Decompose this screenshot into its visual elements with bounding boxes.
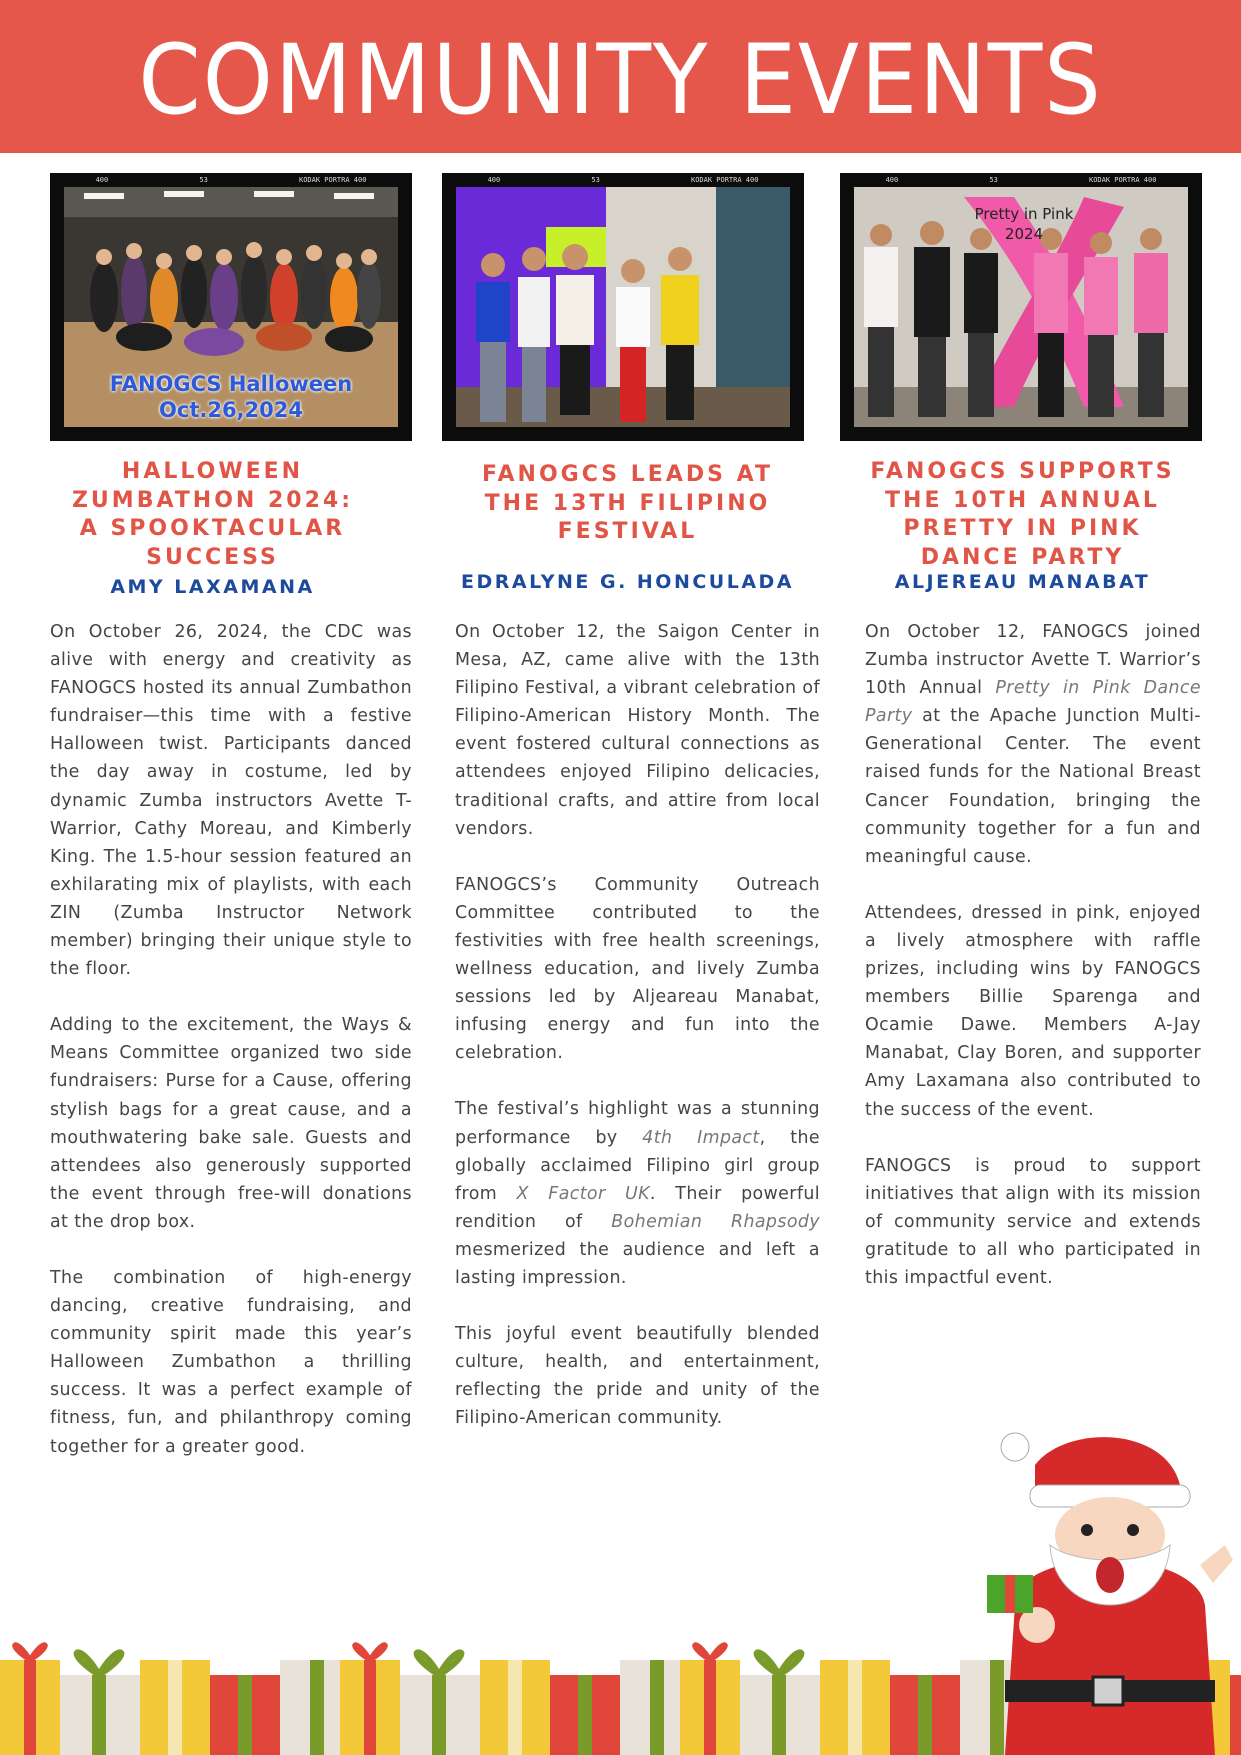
photo-scene <box>456 187 790 427</box>
article-3-title: FANOGCS SUPPORTS THE 10TH ANNUAL PRETTY IN PINK DANCE PARTY <box>870 459 1175 570</box>
article-3-author: ALJEREAU MANABAT <box>894 571 1151 593</box>
article-1-title: HALLOWEEN ZUMBATHON 2024: A SPOOKTACULAR SUCCESS <box>71 459 354 570</box>
paragraph: Attendees, dressed in pink, enjoyed a lively atmosphere with raffle prizes, including wins by FANOGCS members Billie Sparenga and Ocamie Dawe. Members A-Jay Manabat, Clay Boren, and supporter Amy Laxamana also contributed to the success of the event. <box>865 902 1201 1120</box>
festival-photo-illustration <box>456 187 790 427</box>
photo-scene <box>854 187 1188 427</box>
article-1-author: AMY LAXAMANA <box>110 576 315 598</box>
photo-sign-year: 2024 <box>1004 225 1044 243</box>
paragraph: On October 26, 2024, the CDC was alive with energy and creativity as FANOGCS hosted its annual Zumbathon fundraiser—this time with a festive Halloween twist. Participants danced the day away in costume, led by dynamic Zumba instructors Avette T-Warrior, Cathy Moreau, and Kimberly King. The 1.5-hour session featured an exhilarating mix of playlists, with each ZIN (Zumba Instructor Network member) bringing their unique style to the floor. <box>50 622 412 980</box>
film-strip: 400 53 KODAK PORTRA 400 <box>487 176 759 184</box>
photo-pretty-in-pink <box>840 173 1202 441</box>
paragraph: FANOGCS’s Community Outreach Committee contributed to the festivities with free health screenings, wellness education, and lively Zumba sessions led by Aljeareau Manabat, infusing energy and fun into the celebration. <box>455 874 820 1064</box>
paragraph: The festival’s highlight was a stunning performance by 4th Impact, the globally acclaimed Filipino girl group from X Factor UK. Their powerful rendition of Bohemian Rhapsody mesmerized the audience and left a lasting impression. <box>455 1099 821 1288</box>
header-banner <box>0 0 1241 153</box>
paragraph: On October 12, the Saigon Center in Mesa, AZ, came alive with the 13th Filipino Festival, a vibrant celebration of Filipino-American History Month. The event fostered cultural connections as attendees enjoyed Filipino delicacies, traditional crafts, and attire from local vendors. <box>455 622 820 839</box>
santa-claus-icon <box>975 1425 1241 1755</box>
pink-party-photo-illustration <box>854 187 1188 427</box>
paragraph: The combination of high-energy dancing, creative fundraising, and community spirit made this year’s Halloween Zumbathon a thrilling success. It was a perfect example of fitness, fun, and philanthropy coming together for a greater good. <box>50 1267 412 1457</box>
photo-caption: FANOGCS Halloween Oct.26,2024 <box>109 372 353 422</box>
photo-halloween-zumbathon <box>50 173 412 441</box>
article-2-body <box>455 618 820 1460</box>
paragraph: This joyful event beautifully blended culture, health, and entertainment, reflecting the pride and unity of the Filipino-American community. <box>455 1324 820 1429</box>
article-2-title: FANOGCS LEADS AT THE 13TH FILIPINO FESTIVAL <box>482 462 773 544</box>
paragraph: FANOGCS is proud to support initiatives that align with its mission of community service and extends gratitude to all who participated in this impactful event. <box>865 1155 1201 1288</box>
paragraph: On October 12, FANOGCS joined Zumba instructor Avette T. Warrior’s 10th Annual Pretty in Pink Dance Party at the Apache Junction Multi-Generational Center. The event raised funds for the National Breast Cancer Foundation, bringing the community together for a fun and meaningful cause. <box>865 622 1201 867</box>
photo-filipino-festival <box>442 173 804 441</box>
article-1-body <box>50 618 412 1489</box>
article-3-body <box>865 618 1201 1320</box>
article-2-author: EDRALYNE G. HONCULADA <box>460 571 795 593</box>
page-title: COMMUNITY EVENTS <box>138 24 1103 136</box>
film-strip: 400 53 KODAK PORTRA 400 <box>885 176 1157 184</box>
film-strip: 400 53 KODAK PORTRA 400 <box>95 176 367 184</box>
photo-sign-text: Pretty in Pink <box>974 205 1074 223</box>
paragraph: Adding to the excitement, the Ways & Means Committee organized two side fundraisers: Purse for a Cause, offering stylish bags for a great cause, and a mouthwatering bake sale. Guests and attendees also generously supported the event through free-will donations at the drop box. <box>50 1015 412 1232</box>
